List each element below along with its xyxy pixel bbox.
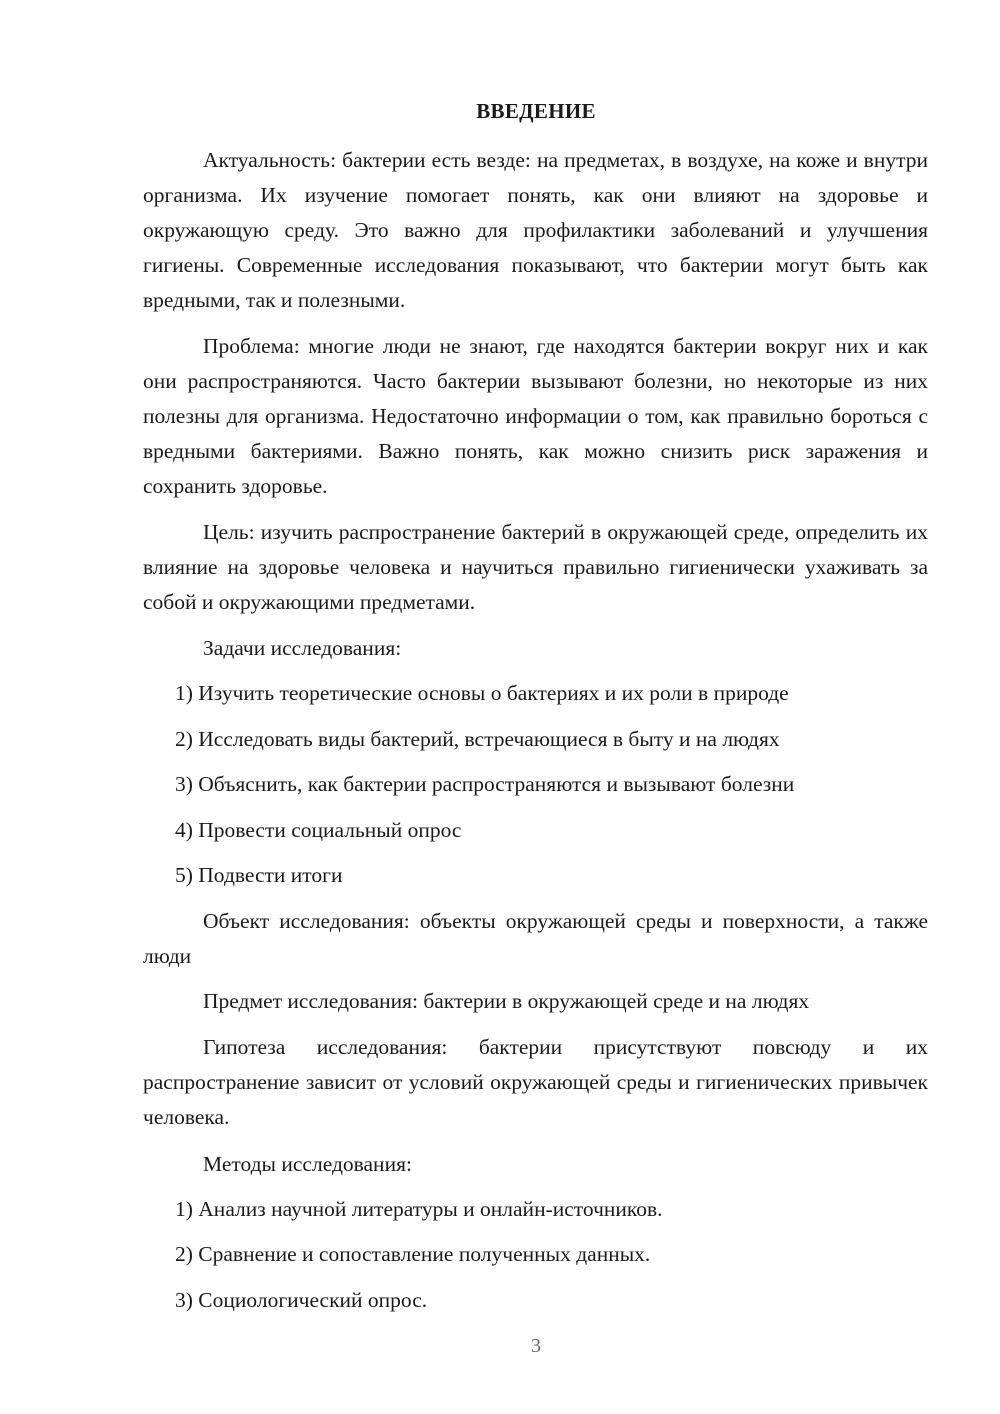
relevance-paragraph: Актуальность: бактерии есть везде: на предметах, в воздухе, на коже и внутри организма. Их изучение помогает понять, как они влияют на здоровье и окружающую среду. Это важно для профилактики заболеваний и улучшения гигиены. Современные исследования показывают, что бактерии могут быть как вредными, так и полезными.	[143, 148, 928, 312]
task-item: 2) Исследовать виды бактерий, встречающиеся в быту и на людях	[175, 727, 780, 751]
page-title: ВВЕДЕНИЕ	[476, 99, 596, 123]
task-item: 5) Подвести итоги	[175, 863, 343, 887]
goal-paragraph: Цель: изучить распространение бактерий в окружающей среде, определить их влияние на здоровье человека и научиться правильно гигиенически ухаживать за собой и окружающими предметами.	[143, 520, 928, 614]
object-paragraph: Объект исследования: объекты окружающей среды и поверхности, а также люди	[143, 909, 928, 968]
task-item: 1) Изучить теоретические основы о бактериях и их роли в природе	[175, 681, 789, 705]
hypothesis-paragraph: Гипотеза исследования: бактерии присутствуют повсюду и их распространение зависит от условий окружающей среды и гигиенических привычек человека.	[143, 1035, 928, 1129]
method-item: 1) Анализ научной литературы и онлайн-источников.	[175, 1197, 663, 1221]
problem-paragraph: Проблема: многие люди не знают, где находятся бактерии вокруг них и как они распространяются. Часто бактерии вызывают болезни, но некоторые из них полезны для организма. Недостаточно информации о том, как правильно бороться с вредными бактериями. Важно понять, как можно снизить риск заражения и сохранить здоровье.	[143, 334, 928, 498]
methods-heading: Методы исследования:	[203, 1152, 412, 1176]
task-item: 4) Провести социальный опрос	[175, 818, 462, 842]
method-item: 3) Социологический опрос.	[175, 1288, 428, 1312]
page-number: 3	[531, 1335, 541, 1357]
subject-paragraph: Предмет исследования: бактерии в окружающей среде и на людях	[203, 989, 810, 1013]
method-item: 2) Сравнение и сопоставление полученных данных.	[175, 1242, 651, 1266]
tasks-heading: Задачи исследования:	[203, 636, 402, 660]
task-item: 3) Объяснить, как бактерии распространяются и вызывают болезни	[175, 772, 795, 796]
